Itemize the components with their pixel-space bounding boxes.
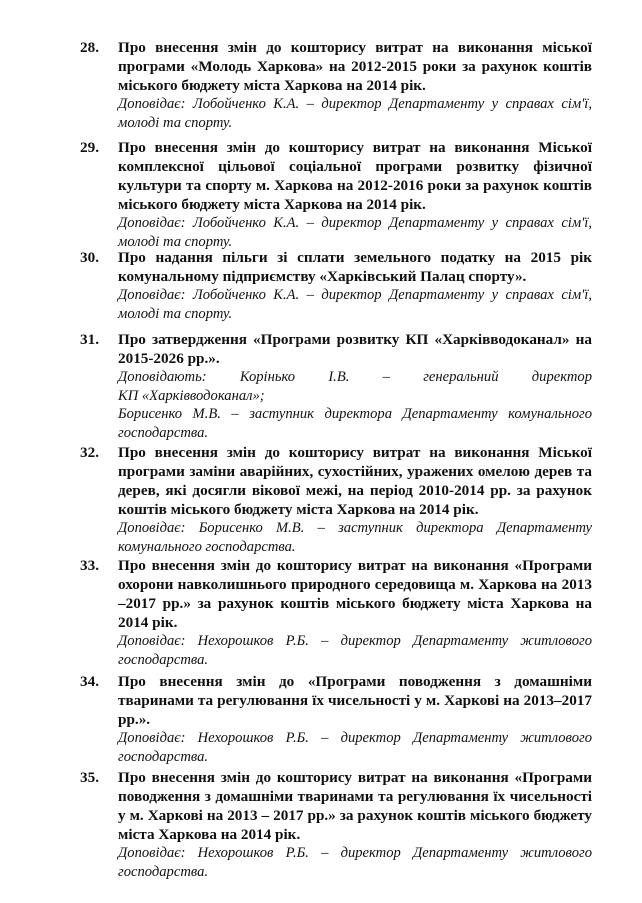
item-title: Про внесення змін до кошторису витрат на виконання Міської програми заміни аварійних, сухостійних, уражених омелою дерев та дерев, які досягли вікової межі, на період 2010-2014 рр. за рахунок коштів міського бюджету міста Харкова на 2014 рік. [118,444,592,518]
item-reporter: Доповідають: Корінько І.В. – генеральний директор [118,369,592,385]
agenda-item-30 [80,248,592,323]
item-reporter: Доповідає: Нехорошков Р.Б. – директор Департаменту житлового господарства. [118,730,592,765]
item-number: 35. [80,769,99,786]
item-reporter: Доповідає: Нехорошков Р.Б. – директор Департаменту житлового господарства. [118,845,592,880]
item-reporter: КП «Харківводоканал»; [118,387,265,404]
item-reporter: Доповідає: Лобойченко К.А. – директор Департаменту у справах сім'ї, молоді та спорту. [118,96,592,131]
item-reporter: Борисенко М.В. – заступник директора Департаменту комунального господарства. [118,406,592,441]
item-number: 31. [80,331,99,348]
agenda-item-28 [80,38,592,132]
item-number: 34. [80,673,99,690]
agenda-item-32 [80,443,592,556]
item-title: Про надання пільги зі сплати земельного податку на 2015 рік комунальному підприємству «Харківський Палац спорту». [118,249,592,285]
agenda-item-33 [80,556,592,669]
item-reporter: Доповідає: Нехорошков Р.Б. – директор Департаменту житлового господарства. [118,633,592,668]
agenda-item-34 [80,672,592,766]
item-title: Про затвердження «Програми розвитку КП «Харківводоканал» на 2015-2026 рр.». [118,331,592,367]
item-title: Про внесення змін до кошторису витрат на виконання «Програми поводження з домашніми тваринами та регулювання їх чисельності у м. Харкові на 2013 – 2017 рр.» за рахунок коштів міського бюджету міста Харкова на 2014 рік. [118,769,592,843]
item-reporter: Доповідає: Лобойченко К.А. – директор Департаменту у справах сім'ї, молоді та спорту. [118,287,592,322]
agenda-item-35 [80,768,592,881]
item-number: 29. [80,139,99,156]
item-reporter: Доповідає: Борисенко М.В. – заступник директора Департаменту комунального господарства. [118,520,592,555]
item-number: 33. [80,557,99,574]
item-title: Про внесення змін до кошторису витрат на виконання «Програми охорони навколишнього природного середовища м. Харкова на 2013 –2017 рр.» за рахунок коштів міського бюджету міста Харкова на 2014 рік. [118,557,592,631]
item-title: Про внесення змін до «Програми поводження з домашніми тваринами та регулювання їх чисельності у м. Харкові на 2013–2017 рр.». [118,673,592,728]
item-number: 28. [80,39,99,56]
item-number: 32. [80,444,99,461]
item-reporter: Доповідає: Лобойченко К.А. – директор Департаменту у справах сім'ї, молоді та спорту. [118,215,592,250]
item-number: 30. [80,249,99,266]
agenda-item-29 [80,138,592,251]
item-title: Про внесення змін до кошторису витрат на виконання Міської комплексної цільової соціальної програми розвитку фізичної культури та спорту м. Харкова на 2012-2016 роки за рахунок коштів міського бюджету міста Харкова на 2014 рік. [118,139,592,213]
agenda-item-31 [80,330,592,442]
item-title: Про внесення змін до кошторису витрат на виконання міської програми «Молодь Харкова» на 2012-2015 роки за рахунок коштів міського бюджету міста Харкова на 2014 рік. [118,39,592,94]
